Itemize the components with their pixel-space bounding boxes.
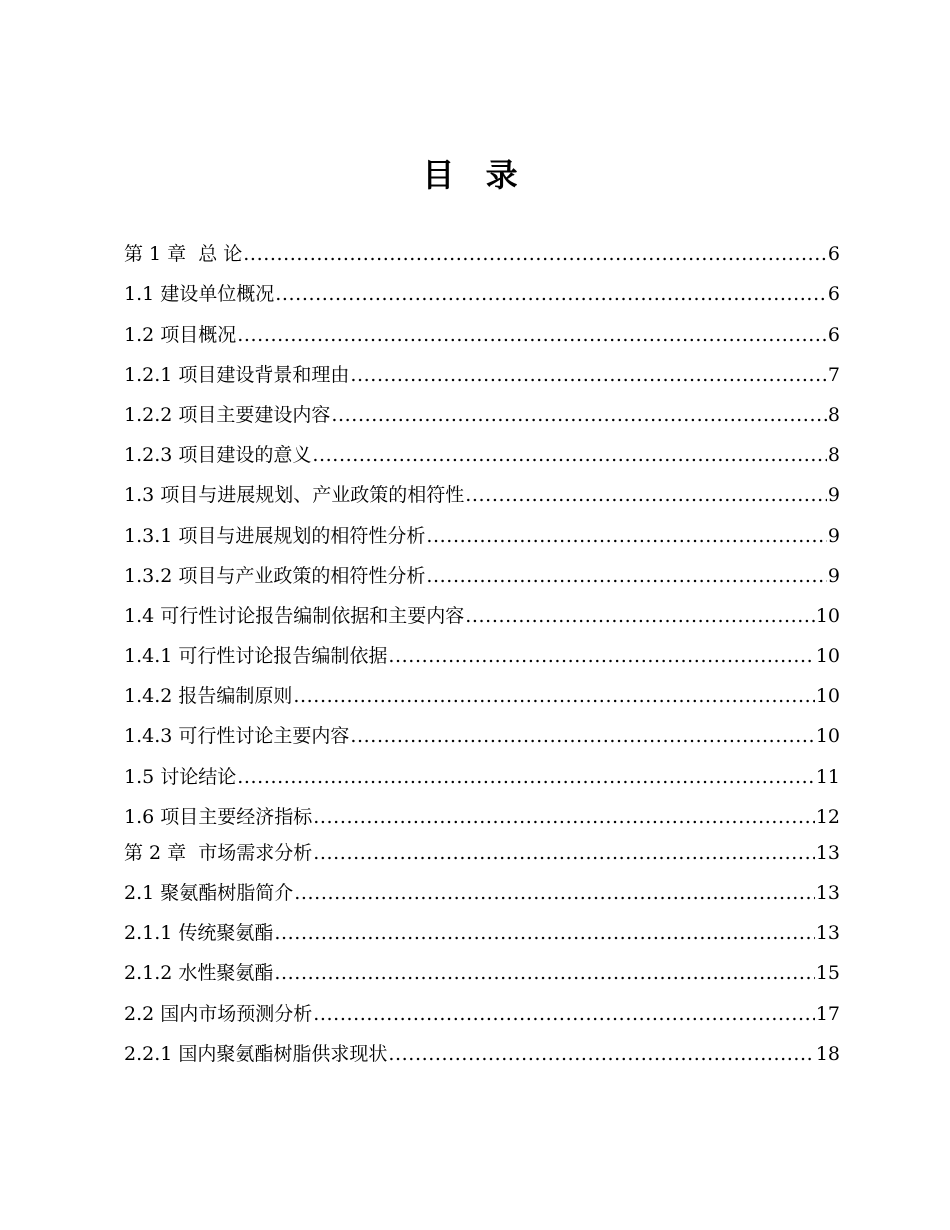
toc-entry-page-number: 12 [815,805,840,828]
toc-entry-label: 1.3.1 项目与进展规划的相符性分析 [124,524,426,547]
toc-entry-label: 1.3.2 项目与产业政策的相符性分析 [124,564,426,587]
toc-entry-page-number: 10 [815,604,840,627]
toc-entry[interactable] [124,714,840,754]
toc-entry[interactable] [124,754,840,794]
toc-entry-label: 1.1 建设单位概况 [124,283,275,306]
toc-entry[interactable] [124,911,840,951]
toc-entry-page-number: 10 [815,725,840,748]
toc-entry[interactable] [124,835,840,871]
dot-leader [313,1002,815,1032]
toc-entry-label: 1.4.1 可行性讨论报告编制依据 [124,645,388,668]
toc-entry-page-number: 6 [827,243,840,266]
toc-entry[interactable] [124,634,840,674]
toc-entry-label: 1.5 讨论结论 [124,765,237,788]
toc-entry-page-number: 6 [827,323,840,346]
toc-entry-page-number: 10 [815,685,840,708]
dot-leader [274,921,814,951]
toc-entry-page-number: 8 [827,403,840,426]
toc-entry[interactable] [124,393,840,433]
toc-entry-label: 1.4.2 报告编制原则 [124,685,293,708]
toc-entry[interactable] [124,513,840,553]
dot-leader [293,684,814,714]
toc-entry[interactable] [124,594,840,634]
toc-entry-page-number: 11 [815,765,840,788]
dot-leader [426,564,827,594]
toc-entry-label: 1.3 项目与进展规划、产业政策的相符性 [124,484,465,507]
toc-entry[interactable] [124,871,840,911]
toc-entry-label: 第 1 章 总 论 [124,243,243,266]
dot-leader [313,805,815,835]
dot-leader [312,443,827,473]
toc-entry-page-number: 9 [827,524,840,547]
toc-entry-label: 1.4 可行性讨论报告编制依据和主要内容 [124,604,465,627]
toc-entry-page-number: 9 [827,484,840,507]
toc-entry-page-number: 10 [815,645,840,668]
dot-leader [426,524,827,554]
dot-leader [465,604,815,634]
toc-entry-page-number: 13 [815,882,840,904]
dot-leader [465,483,827,513]
dot-leader [237,323,827,353]
toc-entry-page-number: 13 [815,922,840,945]
toc-entry-page-number: 6 [827,283,840,306]
dot-leader [331,403,827,433]
toc-entry-label: 2.2.1 国内聚氨酯树脂供求现状 [124,1042,388,1065]
toc-entry-label: 1.2 项目概况 [124,323,237,346]
toc-entry-page-number: 9 [827,564,840,587]
toc-entry-page-number: 17 [815,1002,840,1025]
toc-entry-label: 1.6 项目主要经济指标 [124,805,313,828]
toc-entry-page-number: 18 [815,1042,840,1065]
toc-entry[interactable] [124,433,840,473]
toc-entry[interactable] [124,554,840,594]
toc-entry-page-number: 13 [815,841,840,864]
toc-entry-page-number: 15 [815,962,840,985]
dot-leader [294,881,815,911]
dot-leader [388,644,814,674]
toc-entry-label: 2.1.2 水性聚氨酯 [124,962,274,985]
toc-entry-label: 1.2.1 项目建设背景和理由 [124,363,350,386]
toc-entry[interactable] [124,312,840,352]
page-title: 目 录 [422,156,528,194]
toc-entry-label: 2.1.1 传统聚氨酯 [124,922,274,945]
toc-entry[interactable] [124,991,840,1031]
toc-entry[interactable] [124,353,840,393]
toc-entry[interactable] [124,951,840,991]
dot-leader [237,765,815,795]
dot-leader [274,961,814,991]
toc-entry[interactable] [124,232,840,272]
toc-entry[interactable] [124,272,840,312]
toc-entry-label: 2.1 聚氨酯树脂简介 [124,882,294,904]
toc-entry-label: 1.4.3 可行性讨论主要内容 [124,725,350,748]
toc-entry[interactable] [124,1032,840,1072]
toc-entry-label: 第 2 章 市场需求分析 [124,841,313,864]
dot-leader [243,242,827,272]
toc-entry-page-number: 7 [827,363,840,386]
toc-entry-label: 1.2.2 项目主要建设内容 [124,403,331,426]
table-of-contents [124,232,840,1072]
toc-entry[interactable] [124,473,840,513]
toc-entry-page-number: 8 [827,444,840,467]
dot-leader [350,724,814,754]
toc-entry-label: 1.2.3 项目建设的意义 [124,444,312,467]
dot-leader [350,363,827,393]
toc-entry-label: 2.2 国内市场预测分析 [124,1002,313,1025]
dot-leader [275,282,827,312]
toc-entry[interactable] [124,674,840,714]
dot-leader [313,841,815,871]
toc-entry[interactable] [124,795,840,835]
dot-leader [388,1042,814,1072]
